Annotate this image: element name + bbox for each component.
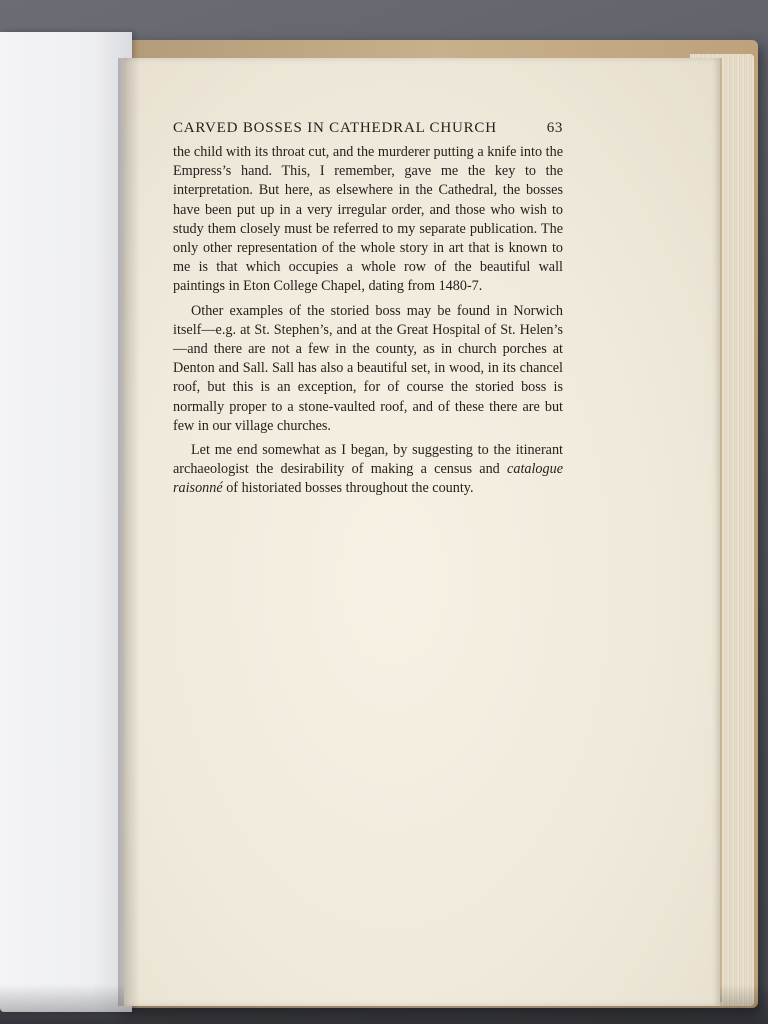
paragraph-3-italic-term: catalogue raisonné (173, 461, 563, 497)
paragraph-1: the child with its throat cut, and the murderer putting a knife into the Empress’s hand. This, I remember, gave me the key to the interpretation. But here, as elsewhere in the Cathedral, the bosses have been put up in a very irregular order, and those who wish to study them closely must be referred to my separate publication. The only other representation of the whole story in art that is known to me is that which occupies a whole row of the beautiful wall paintings in Eton College Chapel, dating from 1480-7. (173, 144, 563, 295)
left-page (0, 32, 132, 1012)
paragraph-3-text-start: Let me end somewhat as I began, by suggesting to the itinerant archaeologist the desirability of making a census and (173, 442, 563, 478)
paragraph-2: Other examples of the storied boss may be found in Norwich itself—e.g. at St. Stephen’s, and at the Great Hospital of St. Helen’s—and there are not a few in the county, as in church porches at Denton and Sall. Sall has also a beautiful set, in wood, in its chancel roof, but this is an exception, for of course the storied boss is normally proper to a stone-vaulted roof, and of these there are but few in our village churches. (173, 302, 563, 434)
paragraph-3 (173, 441, 563, 499)
running-head-title: CARVED BOSSES IN CATHEDRAL CHURCH (173, 120, 497, 136)
page-text-block (173, 120, 563, 504)
page-number: 63 (546, 120, 563, 136)
book-gutter (118, 58, 140, 1006)
paragraph-3-text-end: of historiated bosses throughout the county. (222, 480, 474, 497)
running-head (173, 120, 563, 137)
